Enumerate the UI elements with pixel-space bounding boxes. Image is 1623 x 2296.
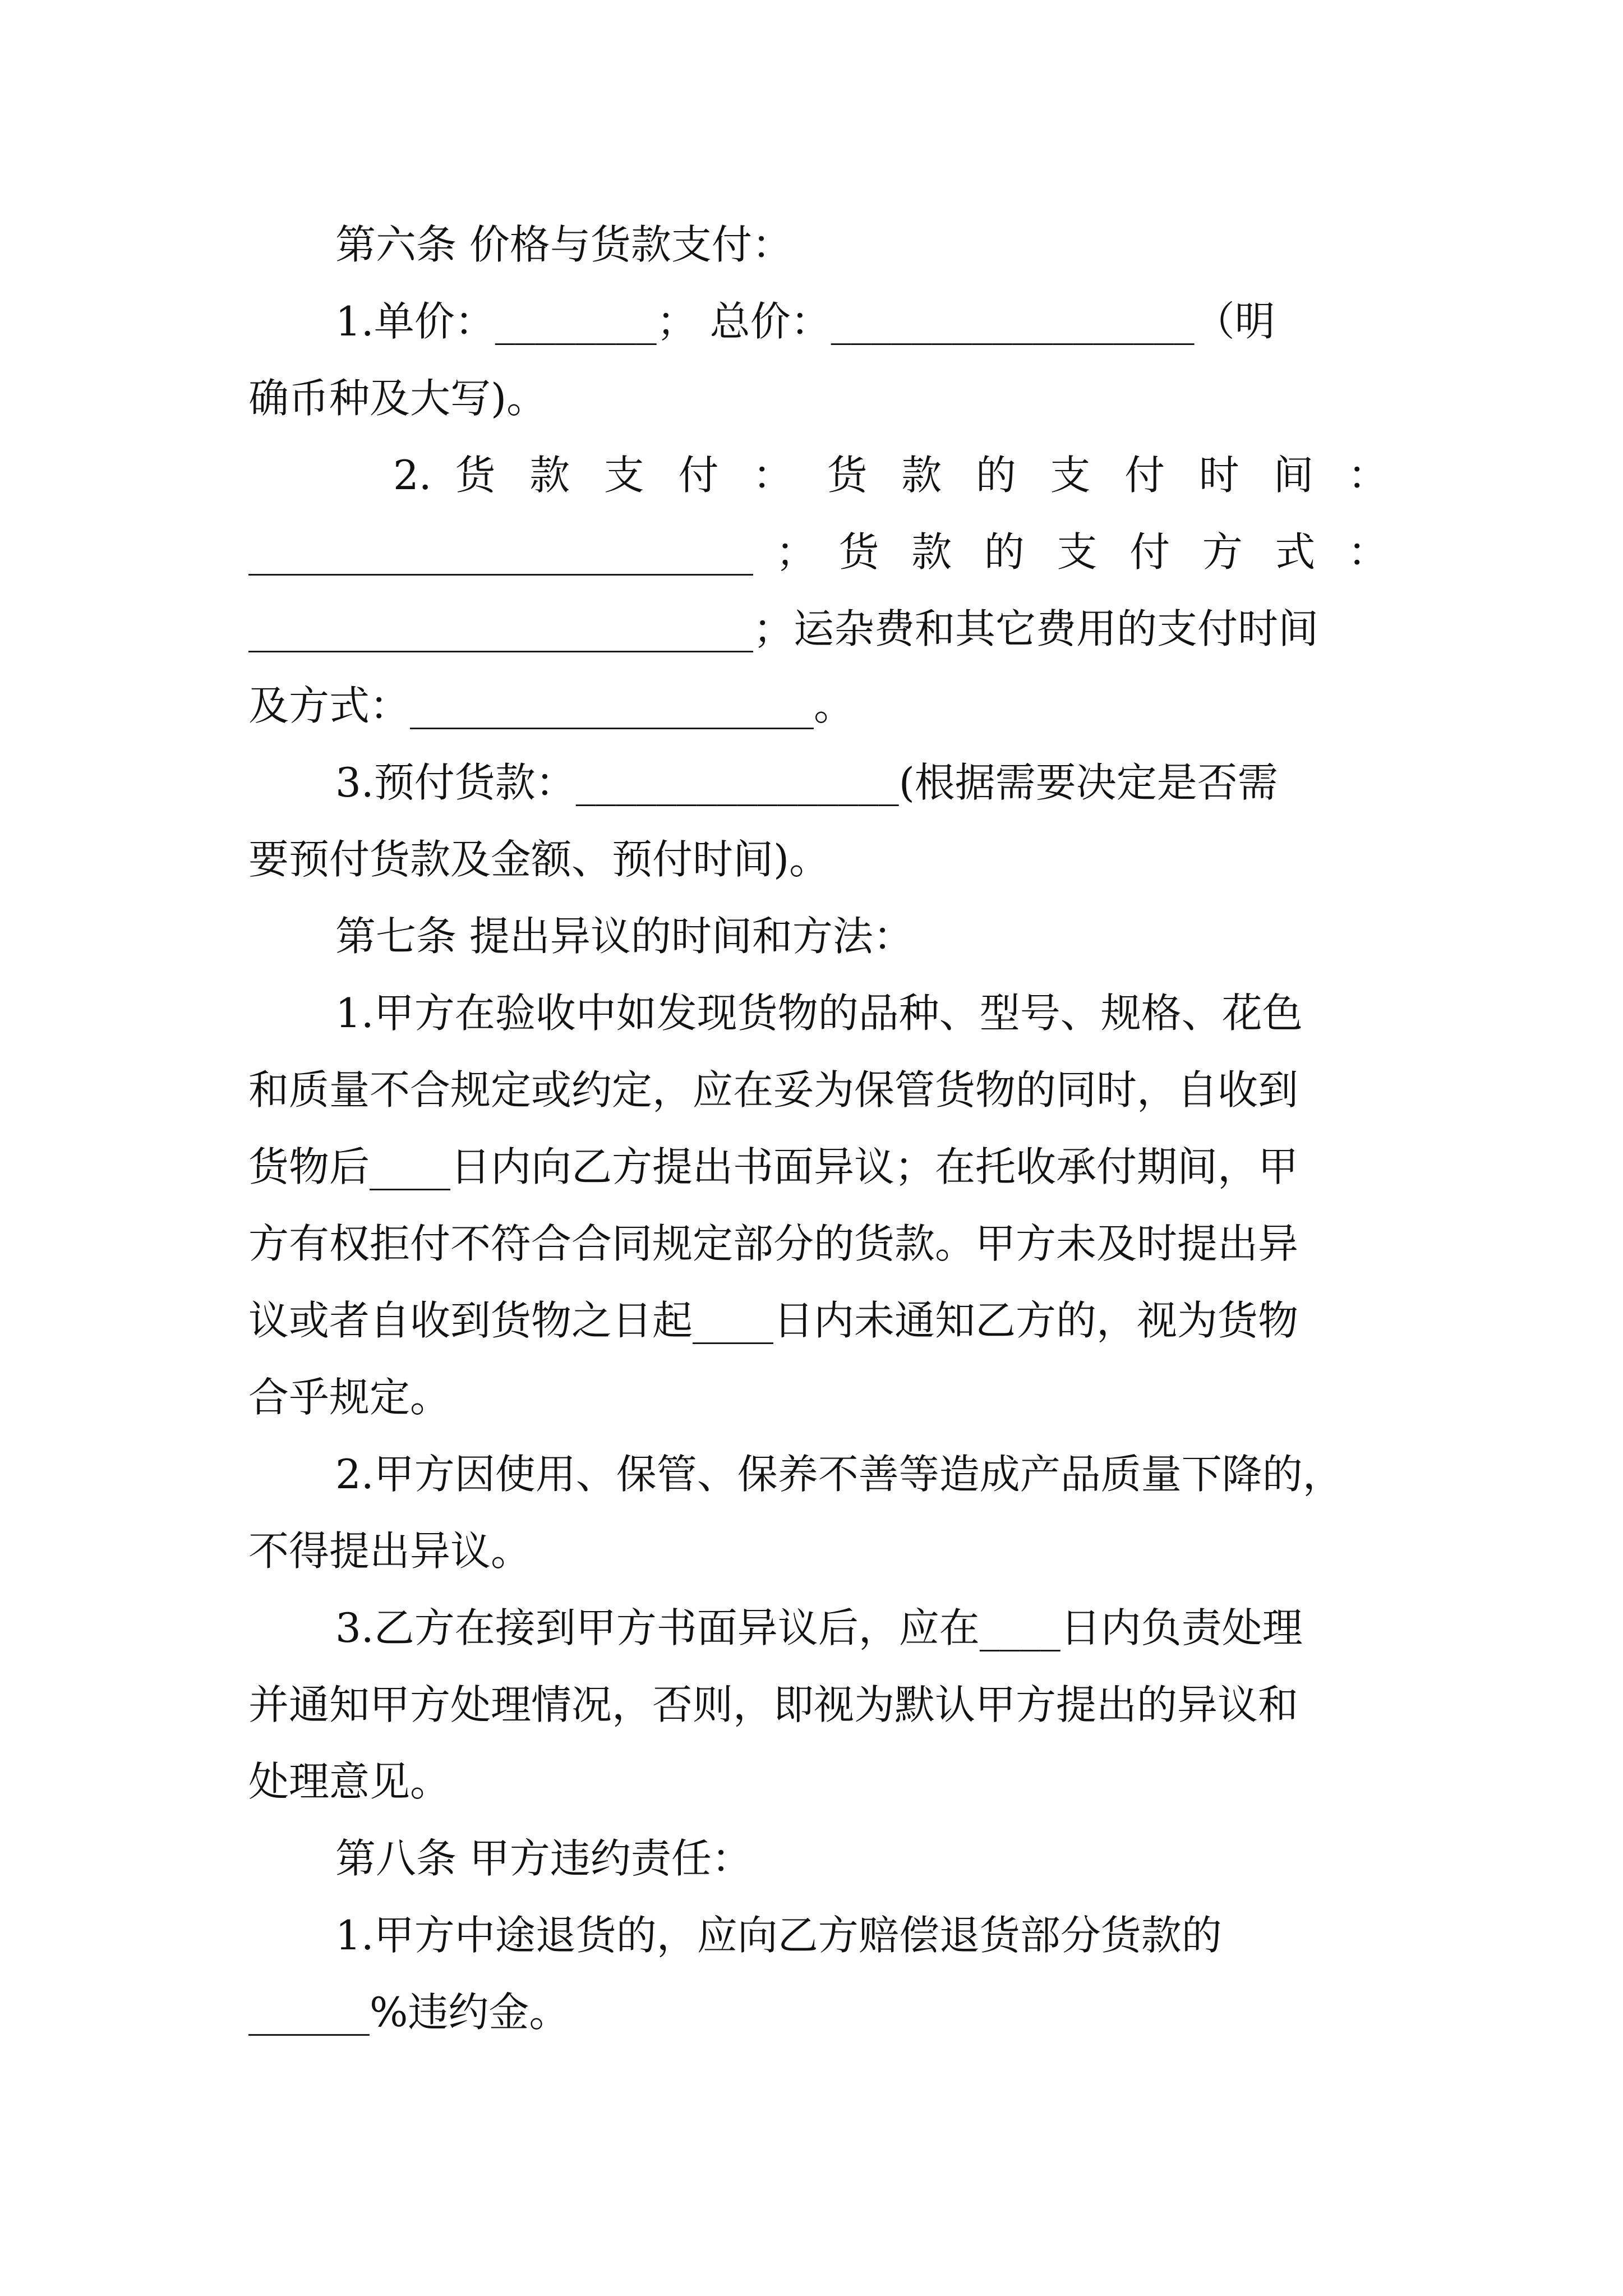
objection-clause-3-line-2: 并通知甲方处理情况，否则，即视为默认甲方提出的异议和: [248, 1681, 1299, 1728]
objection-clause-3-line-3: 处理意见。: [248, 1758, 451, 1805]
breach-clause-1-line-1: 1.甲方中途退货的，应向乙方赔偿退货部分货款的: [335, 1912, 1222, 1959]
objection-clause-1-line-5: 议或者自收到货物之日起____日内未通知乙方的，视为货物: [248, 1297, 1299, 1344]
payment-time-line: 2. 货 款 支 付 ： 货 款 的 支 付 时 间 ：: [393, 452, 1388, 499]
objection-clause-1-line-6: 合乎规定。: [248, 1374, 451, 1421]
freight-method-line: 及方式：____________________。: [248, 682, 855, 729]
currency-note-line: 确币种及大写)。: [248, 375, 547, 422]
prepayment-line: 3.预付货款：________________(根据需要决定是否需: [335, 759, 1278, 806]
objection-clause-1-line-1: 1.甲方在验收中如发现货物的品种、型号、规格、花色: [335, 990, 1303, 1037]
objection-clause-1-line-4: 方有权拒付不符合合同规定部分的货款。甲方未及时提出异: [248, 1220, 1299, 1267]
objection-clause-1-line-2: 和质量不合规定或约定，应在妥为保管货物的同时，自收到: [248, 1066, 1299, 1114]
objection-clause-3-line-1: 3.乙方在接到甲方书面异议后，应在____日内负责处理: [335, 1604, 1303, 1651]
article-7-heading: 第七条 提出异议的时间和方法：: [335, 913, 914, 960]
freight-payment-line: _________________________；运杂费和其它费用的支付时间: [248, 605, 1319, 652]
objection-clause-1-line-3: 货物后____日内向乙方提出书面异议；在托收承付期间，甲: [248, 1143, 1299, 1190]
breach-clause-1-line-2: ______%违约金。: [248, 1989, 570, 2036]
payment-method-line: _________________________ ； 货 款 的 支 付 方 式 ：: [248, 528, 1388, 576]
unit-price-line: 1.单价：________； 总价：__________________（明: [335, 298, 1275, 345]
prepayment-note-line: 要预付货款及金额、预付时间)。: [248, 836, 830, 883]
objection-clause-2-line-2: 不得提出异议。: [248, 1527, 532, 1575]
article-6-heading: 第六条 价格与货款支付：: [335, 221, 792, 268]
objection-clause-2-line-1: 2.甲方因使用、保管、保养不善等造成产品质量下降的，: [335, 1451, 1343, 1498]
article-8-heading: 第八条 甲方违约责任：: [335, 1835, 752, 1882]
